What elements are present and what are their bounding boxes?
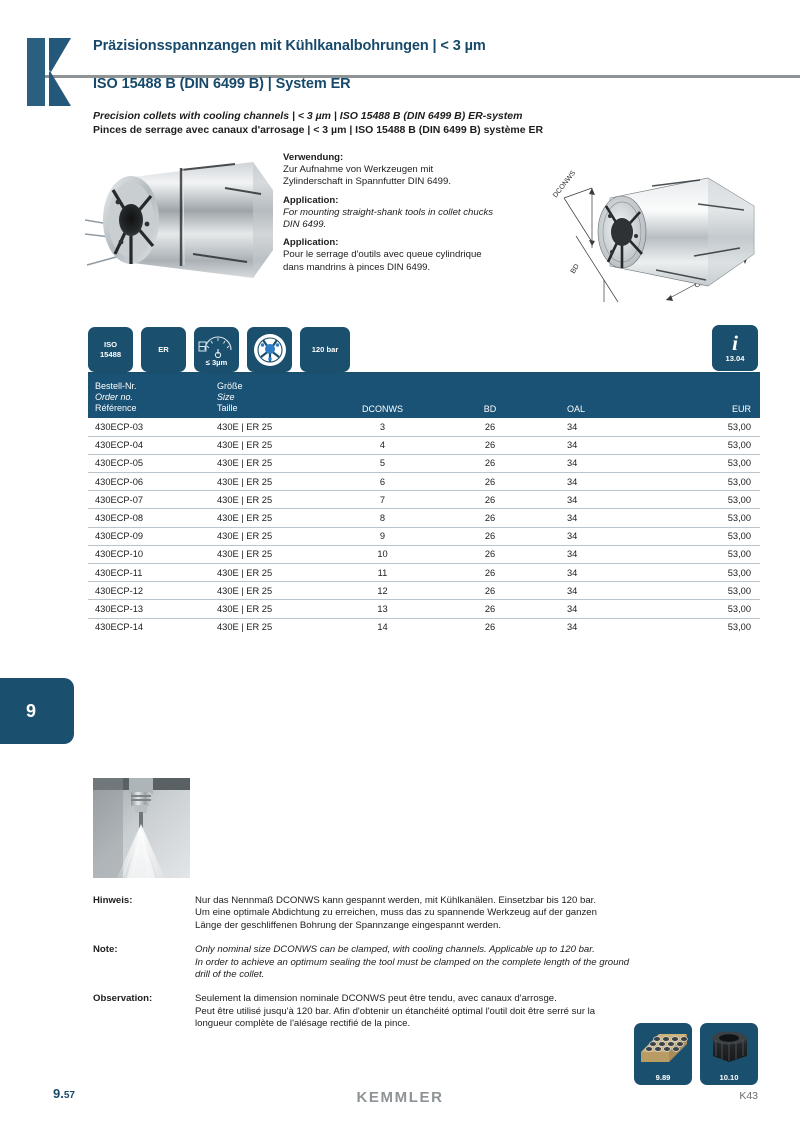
table-header-row xyxy=(88,374,760,418)
application-fr xyxy=(283,237,553,274)
cell-bd: 26 xyxy=(435,491,545,509)
cell-bd: 26 xyxy=(435,436,545,454)
col-header-size-fr: Taille xyxy=(217,403,238,413)
page-subtitle-fr: Pinces de serrage avec canaux d'arrosage | < 3 µm | ISO 15488 B (DIN 6499 B) système ER xyxy=(93,124,544,136)
application-de-line2: Zylinderschaft in Spannfutter DIN 6499. xyxy=(283,176,451,188)
cell-eur: 53,00 xyxy=(665,545,760,563)
cell-dconws: 3 xyxy=(330,418,435,436)
spec-badge-group xyxy=(88,327,350,372)
note-en-label: Note: xyxy=(93,944,118,956)
note-fr-line3: longueur complète de l'alésage rectifié de la pince. xyxy=(195,1018,411,1030)
concentricity-badge-value: ≤ 3µm xyxy=(205,357,228,367)
cell-bd: 26 xyxy=(484,622,496,633)
cell-size: 430E | ER 25 xyxy=(210,491,330,509)
note-de-body xyxy=(195,895,763,932)
cell-size: 430E | ER 25 xyxy=(217,622,273,633)
cell-bd: 26 xyxy=(435,582,545,600)
application-de-label: Verwendung: xyxy=(283,152,344,163)
er-badge xyxy=(141,327,186,372)
note-fr-line2: Peut être utilisé jusqu'à 120 bar. Afin d'obtenir un étanchéité optimal l'outil doit être serré sur la xyxy=(195,1005,596,1017)
coolant-collet-icon xyxy=(251,331,289,369)
collet-set-ref-badge[interactable] xyxy=(634,1023,692,1085)
product-table xyxy=(88,374,760,636)
clamping-nut-ref-caption: 10.10 xyxy=(719,1073,739,1082)
cell-size: 430E | ER 25 xyxy=(210,582,330,600)
col-header-size-en: Size xyxy=(217,392,235,402)
cell-eur: 53,00 xyxy=(665,436,760,454)
cell-order: 430ECP-11 xyxy=(88,564,210,582)
cell-eur: 53,00 xyxy=(727,622,751,633)
cell-order: 430ECP-09 xyxy=(88,527,210,545)
cell-size: 430E | ER 25 xyxy=(210,527,330,545)
col-header-order-fr: Référence xyxy=(95,403,137,413)
note-en xyxy=(93,944,763,981)
product-table-body xyxy=(88,418,760,636)
col-header-order-de: Bestell-Nr. xyxy=(95,381,137,391)
info-reference-badge[interactable] xyxy=(712,325,758,371)
pressure-badge xyxy=(300,327,350,372)
cell-dconws: 12 xyxy=(330,582,435,600)
cross-reference-badges xyxy=(634,1023,758,1085)
page-title-standard: ISO 15488 B (DIN 6499 B) | System ER xyxy=(93,76,351,92)
cell-dconws: 9 xyxy=(330,527,435,545)
clamping-nut-ref-badge[interactable] xyxy=(700,1023,758,1085)
dial-gauge-icon xyxy=(197,332,237,358)
table-row[interactable] xyxy=(88,473,760,491)
cell-oal: 34 xyxy=(545,491,665,509)
product-table-head xyxy=(88,374,760,418)
cell-order: 430ECP-06 xyxy=(88,473,210,491)
collet-set-icon xyxy=(634,1026,692,1068)
coolant-spray-photo xyxy=(93,778,190,878)
cell-eur: 53,00 xyxy=(665,473,760,491)
cell-bd: 26 xyxy=(435,418,545,436)
cell-eur: 53,00 xyxy=(665,491,760,509)
cell-dconws: 7 xyxy=(330,491,435,509)
cell-order: 430ECP-07 xyxy=(88,491,210,509)
table-row[interactable] xyxy=(88,491,760,509)
notes-block xyxy=(93,895,763,1043)
cell-size: 430E | ER 25 xyxy=(210,509,330,527)
cell-size: 430E | ER 25 xyxy=(210,454,330,472)
cell-order: 430ECP-14 xyxy=(95,622,144,633)
table-row[interactable] xyxy=(88,564,760,582)
note-fr-label: Observation: xyxy=(93,993,153,1005)
cell-order: 430ECP-12 xyxy=(88,582,210,600)
dim-label-dconws: DCONWS xyxy=(552,170,578,200)
cell-bd: 26 xyxy=(435,564,545,582)
cell-size: 430E | ER 25 xyxy=(210,473,330,491)
note-en-body xyxy=(195,944,763,981)
application-en-label: Application: xyxy=(283,194,339,206)
coolant-collet-badge xyxy=(247,327,292,372)
cell-order: 430ECP-04 xyxy=(88,436,210,454)
chapter-tab[interactable] xyxy=(0,678,74,744)
cell-oal: 34 xyxy=(545,509,665,527)
table-row[interactable] xyxy=(88,618,760,636)
col-header-size-de: Größe xyxy=(217,381,243,391)
note-de-label: Hinweis: xyxy=(93,895,133,906)
note-fr-line1: Seulement la dimension nominale DCONWS peut être tendu, avec canaux d'arrosge. xyxy=(195,993,557,1005)
page-subtitle-en: Precision collets with cooling channels | < 3 µm | ISO 15488 B (DIN 6499 B) ER-system xyxy=(93,110,523,122)
kemmler-k-logo xyxy=(25,36,83,108)
info-icon: i xyxy=(732,331,738,355)
cell-oal: 34 xyxy=(545,436,665,454)
application-fr-line1: Pour le serrage d'outils avec queue cylindrique xyxy=(283,249,482,261)
clamping-nut-icon xyxy=(700,1026,758,1068)
application-de xyxy=(283,152,553,189)
cell-oal: 34 xyxy=(545,564,665,582)
cell-order: 430ECP-08 xyxy=(88,509,210,527)
iso-badge-line2: 15488 xyxy=(99,349,122,359)
cell-dconws: 14 xyxy=(377,622,388,633)
cell-order: 430ECP-05 xyxy=(88,454,210,472)
application-fr-line2: dans mandrins à pinces DIN 6499. xyxy=(283,261,431,273)
cell-dconws: 6 xyxy=(330,473,435,491)
cell-eur: 53,00 xyxy=(665,564,760,582)
cell-size: 430E | ER 25 xyxy=(210,600,330,618)
table-row[interactable] xyxy=(88,600,760,618)
col-header-oal: OAL xyxy=(545,374,665,418)
table-row[interactable] xyxy=(88,436,760,454)
cell-bd: 26 xyxy=(435,454,545,472)
cell-dconws: 10 xyxy=(330,545,435,563)
concentricity-badge xyxy=(194,327,239,372)
cell-eur: 53,00 xyxy=(665,600,760,618)
table-row[interactable] xyxy=(88,454,760,472)
cell-bd: 26 xyxy=(435,509,545,527)
table-row[interactable] xyxy=(88,418,760,436)
product-table-wrap xyxy=(88,374,760,636)
cell-bd: 26 xyxy=(435,527,545,545)
cell-eur: 53,00 xyxy=(665,418,760,436)
cell-eur: 53,00 xyxy=(665,454,760,472)
cell-size: 430E | ER 25 xyxy=(210,436,330,454)
application-text-block xyxy=(283,152,553,280)
application-en xyxy=(283,195,553,232)
collet-product-photo xyxy=(85,150,285,290)
cell-order: 430ECP-13 xyxy=(88,600,210,618)
cell-dconws: 4 xyxy=(330,436,435,454)
cell-eur: 53,00 xyxy=(665,527,760,545)
col-header-order-no xyxy=(88,374,210,418)
table-row[interactable] xyxy=(88,527,760,545)
collet-dimension-drawing xyxy=(548,170,773,310)
cell-oal: 34 xyxy=(545,473,665,491)
note-de-line2: Um eine optimale Abdichtung zu erreichen, muss das zu spannende Werkzeug auf der ganzen xyxy=(195,907,597,919)
page-number-minor: 57 xyxy=(63,1090,75,1101)
cell-oal: 34 xyxy=(545,527,665,545)
info-reference-number: 13.04 xyxy=(725,354,745,363)
cell-bd: 26 xyxy=(435,473,545,491)
brand-footer: KEMMLER xyxy=(356,1089,444,1106)
cell-oal: 34 xyxy=(545,600,665,618)
note-de-line1: Nur das Nennmaß DCONWS kann gespannt werden, mit Kühlkanälen. Einsetzbar bis 120 bar. xyxy=(195,895,597,906)
note-de-line3: Länge der geschliffenen Bohrung der Spannzange eingespannt werden. xyxy=(195,919,501,931)
application-en-line1: For mounting straight-shank tools in collet chucks xyxy=(283,206,494,218)
table-row[interactable] xyxy=(88,545,760,563)
cell-size: 430E | ER 25 xyxy=(210,418,330,436)
cell-dconws: 5 xyxy=(330,454,435,472)
cell-order: 430ECP-03 xyxy=(88,418,210,436)
page-title-de: Präzisionsspannzangen mit Kühlkanalbohrungen | < 3 µm xyxy=(93,38,486,54)
cell-oal: 34 xyxy=(545,545,665,563)
chapter-number: 9 xyxy=(25,700,36,721)
cell-oal: 34 xyxy=(545,582,665,600)
cell-dconws: 13 xyxy=(330,600,435,618)
cell-oal: 34 xyxy=(545,454,665,472)
iso-badge xyxy=(88,327,133,372)
table-row[interactable] xyxy=(88,509,760,527)
cell-dconws: 8 xyxy=(330,509,435,527)
note-en-line1: Only nominal size DCONWS can be clamped, with cooling channels. Applicable up to 120 bar. xyxy=(195,944,595,956)
application-en-line2: DIN 6499. xyxy=(283,219,327,231)
cell-size: 430E | ER 25 xyxy=(210,564,330,582)
cell-eur: 53,00 xyxy=(665,509,760,527)
col-header-order-en: Order no. xyxy=(95,392,134,402)
collet-set-ref-caption: 9.89 xyxy=(655,1073,671,1082)
pressure-badge-label: 120 bar xyxy=(311,344,339,354)
er-badge-label: ER xyxy=(158,344,169,354)
col-header-dconws: DCONWS xyxy=(330,374,435,418)
iso-badge-line1: ISO xyxy=(103,340,118,349)
cell-oal: 34 xyxy=(567,622,578,633)
table-row[interactable] xyxy=(88,582,760,600)
col-header-size xyxy=(210,374,330,418)
cell-bd: 26 xyxy=(435,600,545,618)
cell-size: 430E | ER 25 xyxy=(210,545,330,563)
application-de-line1: Zur Aufnahme von Werkzeugen mit xyxy=(283,164,434,176)
cell-order: 430ECP-10 xyxy=(88,545,210,563)
page-number-major: 9. xyxy=(53,1086,64,1101)
application-fr-label: Application: xyxy=(283,237,339,249)
col-header-eur: EUR xyxy=(665,374,760,418)
cell-bd: 26 xyxy=(435,545,545,563)
cell-eur: 53,00 xyxy=(665,582,760,600)
cell-oal: 34 xyxy=(545,418,665,436)
col-header-bd: BD xyxy=(435,374,545,418)
catalog-code: K43 xyxy=(739,1090,758,1102)
note-en-line3: drill of the collet. xyxy=(195,969,265,981)
cell-dconws: 11 xyxy=(330,564,435,582)
note-de xyxy=(93,895,763,932)
note-en-line2: In order to achieve an optimum sealing the tool must be clamped on the complete length of the ground xyxy=(195,956,630,968)
dim-label-bd: BD xyxy=(569,263,581,276)
